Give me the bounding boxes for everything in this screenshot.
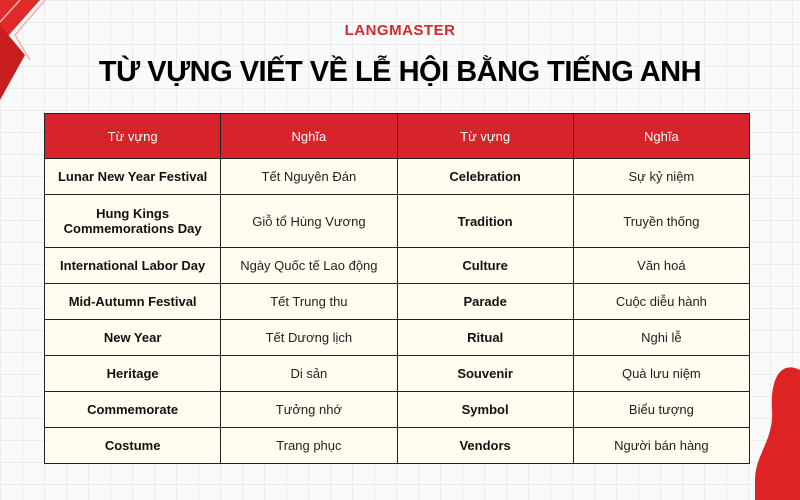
header-vocab: Từ vựng <box>397 114 573 159</box>
meaning-cell: Tết Dương lịch <box>221 320 397 356</box>
table-row <box>45 392 750 428</box>
vocab-cell: Commemorate <box>45 392 221 428</box>
meaning-cell: Ngày Quốc tế Lao động <box>221 248 397 284</box>
table-header-row <box>45 114 750 159</box>
vocab-cell: Lunar New Year Festival <box>45 159 221 195</box>
vocab-cell: New Year <box>45 320 221 356</box>
vocab-cell: Hung Kings Commemorations Day <box>45 195 221 248</box>
vocab-cell: Mid-Autumn Festival <box>45 284 221 320</box>
vocab-cell: Parade <box>397 284 573 320</box>
vocab-cell: Vendors <box>397 428 573 464</box>
vocab-cell: Heritage <box>45 356 221 392</box>
table-row <box>45 195 750 248</box>
vocab-cell: Tradition <box>397 195 573 248</box>
page-title: TỪ VỰNG VIẾT VỀ LỄ HỘI BẰNG TIẾNG ANH <box>98 56 702 88</box>
header-vocab: Từ vựng <box>45 114 221 159</box>
meaning-cell: Văn hoá <box>573 248 749 284</box>
meaning-cell: Tết Nguyên Đán <box>221 159 397 195</box>
meaning-cell: Tết Trung thu <box>221 284 397 320</box>
meaning-cell: Tưởng nhớ <box>221 392 397 428</box>
header-meaning: Nghĩa <box>573 114 749 159</box>
table-row <box>45 356 750 392</box>
vocab-cell: Symbol <box>397 392 573 428</box>
vocabulary-table <box>44 113 750 464</box>
meaning-cell: Quà lưu niệm <box>573 356 749 392</box>
header-meaning: Nghĩa <box>221 114 397 159</box>
meaning-cell: Trang phục <box>221 428 397 464</box>
vocab-cell: Ritual <box>397 320 573 356</box>
meaning-cell: Truyền thống <box>573 195 749 248</box>
corner-triangles-decoration <box>0 0 70 110</box>
meaning-cell: Giỗ tổ Hùng Vương <box>221 195 397 248</box>
table-row <box>45 248 750 284</box>
meaning-cell: Nghi lễ <box>573 320 749 356</box>
vocab-cell: International Labor Day <box>45 248 221 284</box>
table-row <box>45 320 750 356</box>
brand-logo: LANGMASTER <box>344 22 456 39</box>
meaning-cell: Cuộc diễu hành <box>573 284 749 320</box>
meaning-cell: Di sản <box>221 356 397 392</box>
meaning-cell: Người bán hàng <box>573 428 749 464</box>
table-row <box>45 428 750 464</box>
vocab-cell: Costume <box>45 428 221 464</box>
vocab-cell: Celebration <box>397 159 573 195</box>
table-row <box>45 284 750 320</box>
meaning-cell: Biểu tượng <box>573 392 749 428</box>
vocab-cell: Souvenir <box>397 356 573 392</box>
vocab-cell: Culture <box>397 248 573 284</box>
meaning-cell: Sự kỷ niệm <box>573 159 749 195</box>
table-row <box>45 159 750 195</box>
